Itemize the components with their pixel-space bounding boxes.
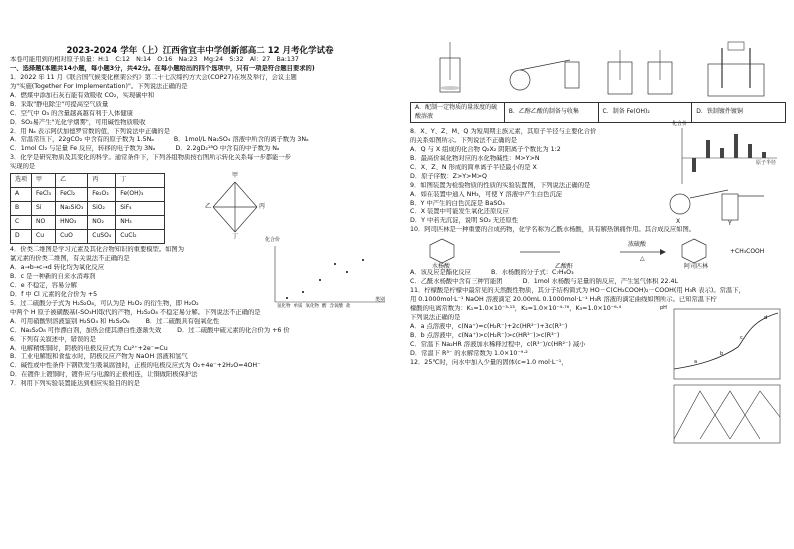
q7-option-B: B．乙醇乙酸的制备与收集: [504, 103, 598, 123]
question-8: 8．X、Y、Z、M、Q 为短周期主族元素，其原子半径与主要化合价 的关系如图所示。下列说法不正确的是 A．Q 与 X 组成的化合物 Q₂X₂ 阴阳离子个数比为 1:2 B．最高价氧化物对应的水化物碱性：M>Y>N C．X、Z、N 形成的简单离子半径最小的是 X D．原子序数：Z>Y>M>Q 化合价 原子半径: [410, 128, 786, 182]
question-4: 4．价类二维图是学习元素及其化合物知识的重要模型。如图为 氯元素的价类二维图，有关说法不正确的是 A．a→b→c→d 转化均为氧化反应 B．c 是一种新的自来水消毒剂 C．e 不稳定，容易分解 D．f 中 Cl 元素的化合价为 +5 化合价 类别 氢化物 单质 氧化物 酸 含氧酸 盐: [10, 246, 398, 300]
q4-ylabel: 化合价: [265, 237, 281, 244]
question-10: 10．阿司匹林是一种重要的合成药物，化学名称为乙酰水杨酸，具有解热镇痛作用。其合成反应如图。 水杨酸 乙酸酐 浓硫酸 △ 阿司匹林 +CH₃COOH A．该反应是酯化反应 B．水杨酸的分子式：C₇H₆O₃ C．乙酰水杨酸中含有三种官能团 D．1mol 水杨酸与足量的钠反应，产生氢气体积 22.4L: [410, 226, 786, 287]
q7-apparatus-C: [596, 40, 688, 102]
q7-option-D: D．铁制镀件镀铜: [692, 103, 786, 123]
q8-ylabel: 化合价: [672, 121, 688, 127]
q10-label-aspirin: 阿司匹林: [684, 263, 709, 271]
q7-option-C: C．制备 Fe(OH)₂: [598, 103, 692, 123]
q10-reaction-scheme: [410, 235, 786, 269]
q9-label-y: Y: [728, 219, 732, 227]
question-6: 6．下列有关叙述中，错误的是 A．电解精炼铜时，阴极的电极反应式为 Cu²⁺+2e⁻=Cu B．工业电解饱和食盐水时，阴极反应产物为 NaOH 溶液和氢气 C．碱性或中性条件下钢铁发生吸氧腐蚀时，正极的电极反应式为 O₂+4e⁻+2H₂O=4OH⁻ D．在镀件上镀铜时，镀件应与电源的正极相连，让铜做阳极保护法: [10, 335, 261, 379]
q11-titration-chart: [660, 307, 784, 447]
q11-point-c: c: [740, 335, 743, 342]
diagram-label-bing: 丙: [259, 203, 266, 211]
q4-xlabel: 类别: [375, 297, 386, 304]
question-7-stem: 7．利用下列实验装置能达到相应实验目的的是: [10, 380, 140, 388]
diagram-label-ding: 丁: [232, 233, 239, 241]
q3-diagram-svg: [205, 172, 265, 242]
exam-title: 2023-2024 学年（上）江西省宜丰中学创新部高二 12 月考化学试卷: [66, 46, 334, 56]
q9-apparatus: [658, 174, 784, 226]
diagram-label-yi: 乙: [205, 203, 212, 211]
q11-point-a: a: [694, 359, 698, 366]
q7-option-A: A．配制一定物质的量浓度的硫酸溶液: [411, 103, 505, 123]
diagram-label-jia: 甲: [232, 172, 239, 180]
q10-label-heat: △: [640, 255, 645, 263]
question-9: 9．如图装置为检验物质的性质的实验装置图，下列说法正确的是 A．如在装置中通入 NH₃，可使 Y 溶液中产生白色沉淀 B．Y 中产生的白色沉淀是 BaSO₃ C．X 装置中可能发生氧化还原反应 D．Y 中若无沉淀，说明 SO₂ 无还原性 X Y: [410, 182, 786, 227]
atomic-masses: 本卷可能用到的相对原子质量：H:1 C:12 N:14 O:16 Na:23 Mg:24 S:32 Al：27 Ba:137: [10, 56, 299, 63]
question-12: 12．25℃时，向水中加入少量的固体(c=1.0 mol·L⁻¹，: [410, 358, 568, 366]
section-heading: 一、选择题(本题共14小题，每小题3分，共42分。在每小题给出的四个选项中，只有一项是符合题目要求的): [10, 64, 315, 72]
question-2: 2．用 Nₐ 表示阿伏加德罗常数的值，下列说法中正确的是 A．常温常压下，22gCO₂ 中含有的原子数为 1.5Nₐ B．1mol/L Na₂SO₄ 溶液中所含的离子数为 3Nₐ C．1mol Cl₂ 与足量 Fe 反应，转移的电子数为 3Nₐ D．2.2gD₂¹⁸O 中含有的中子数为 Nₐ: [10, 127, 309, 153]
question-3: 3．化学是研究物质及其变化的科学。通常条件下，下列各组物质按右图所示转化关系每一步都能一步 实现的是 选项 甲 乙 丙 丁 A FeCl₃ FeCl₂ Fe₂O₃ Fe(OH)₃ B Si Na₂SiO₃ SiO₂ SiF₄ C NO HNO₃ NO₂ NH₃ D Cu CuO CuSO₄ CuCl₂ 甲 乙 丙 丁: [10, 154, 398, 246]
question-5: 5．过二硫酸分子式为 H₂S₂O₈，可认为是 H₂O₂ 的衍生物，即 H₂O₂ 中两个 H 原子被磺酸基(-SO₃H)取代的产物，H₂S₂O₈ 不稳定易分解。下列说法不正确的是 A．可用硝酸钡溶液鉴别 H₂SO₄ 和 H₂S₂O₈ B．过二硫酸具有强氧化性 C．Na₂S₂O₈ 可作漂白剂，加热会使其漂白性逐渐失效 D．过二硫酸中硫元素的化合价为 +6 价: [10, 299, 290, 334]
question-11: 11．柠檬酸是柠檬中最常见的天然酸性物质，其分子结构简式为 HO－C(CH₂COOH)₂－COOH(用 H₃R 表示)。常温下， 用 0.1000mol·L⁻¹ NaOH 溶液滴定 20.00mL 0.1000mol·L⁻¹ H₃R 溶液的滴定曲线如图所示。已知常温下柠 檬酸的电离常数为：K₁=1.0×10⁻³·¹³，K₂=1.0×10⁻⁴·⁷⁶，K₃=1.0×10⁻⁶·⁴ 下列说法正确的是 A．a 点溶液中，c(Na⁺)=c(H₂R⁻)+2c(HR²⁻)+3c(R³⁻) B．b 点溶液中，c(Na⁺)>c(H₂R⁻)>c(HR²⁻)>c(R³⁻) C．常温下 Na₂HR 溶液加水稀释过程中，c(R³⁻)/c(HR²⁻) 减小 D．常温下 R³⁻ 的水解常数为 1.0×10⁻⁹·² 12．25℃时，向水中加入少量的固体(c=1.0 mol·L⁻¹， pH a b c d: [410, 287, 786, 367]
q9-label-x: X: [676, 217, 681, 225]
right-column: [410, 40, 786, 368]
left-column: [10, 56, 398, 389]
q10-label-byproduct: +CH₃COOH: [730, 248, 765, 256]
q8-xlabel: 原子半径: [756, 160, 777, 166]
q7-options-table: [410, 102, 786, 123]
q11-chart-svg: [660, 307, 784, 447]
q3-conversion-diagram: [205, 172, 265, 242]
q10-label-anhydride: 乙酸酐: [555, 263, 574, 271]
q10-label-catalyst: 浓硫酸: [628, 241, 647, 249]
q11-point-d: d: [764, 315, 768, 322]
q4-chart-svg: [265, 242, 390, 312]
q7-apparatus-B: [500, 40, 592, 102]
q7-apparatus-A: [410, 40, 496, 102]
q11-ylabel: pH: [660, 305, 667, 312]
q10-label-salicylic: 水杨酸: [432, 263, 451, 271]
q11-point-b: b: [720, 351, 724, 358]
q3-table: 选项 甲 乙 丙 丁 A FeCl₃ FeCl₂ Fe₂O₃ Fe(OH)₃ B Si Na₂SiO₃ SiO₂ SiF₄ C NO HNO₃ NO₂ NH₃ D Cu CuO CuSO₄ CuCl₂: [10, 173, 165, 244]
q7-apparatus-D: [692, 40, 784, 102]
q7-apparatus-grid: [410, 40, 786, 128]
question-1: 1．2022 年 11 月《联合国气候变化框架公约》第二十七次缔约方大会(COP27)在埃及举行，会议主题 为"实施(Together For Implementation)"。下列说法正确的是 A．燃煤中添加石灰石能有效吸收 CO₂，实现碳中和 B．采取"静电除尘"可提高空气质量 C．空气中 O₃ 的含量越高越有利于人体健康 D．SO₂易产生"光化学烟雾"，可用碱性物质吸收: [10, 73, 297, 126]
q4-valence-chart: 化合价 类别 氢化物 单质 氧化物 酸 含氧酸 盐: [265, 242, 390, 312]
